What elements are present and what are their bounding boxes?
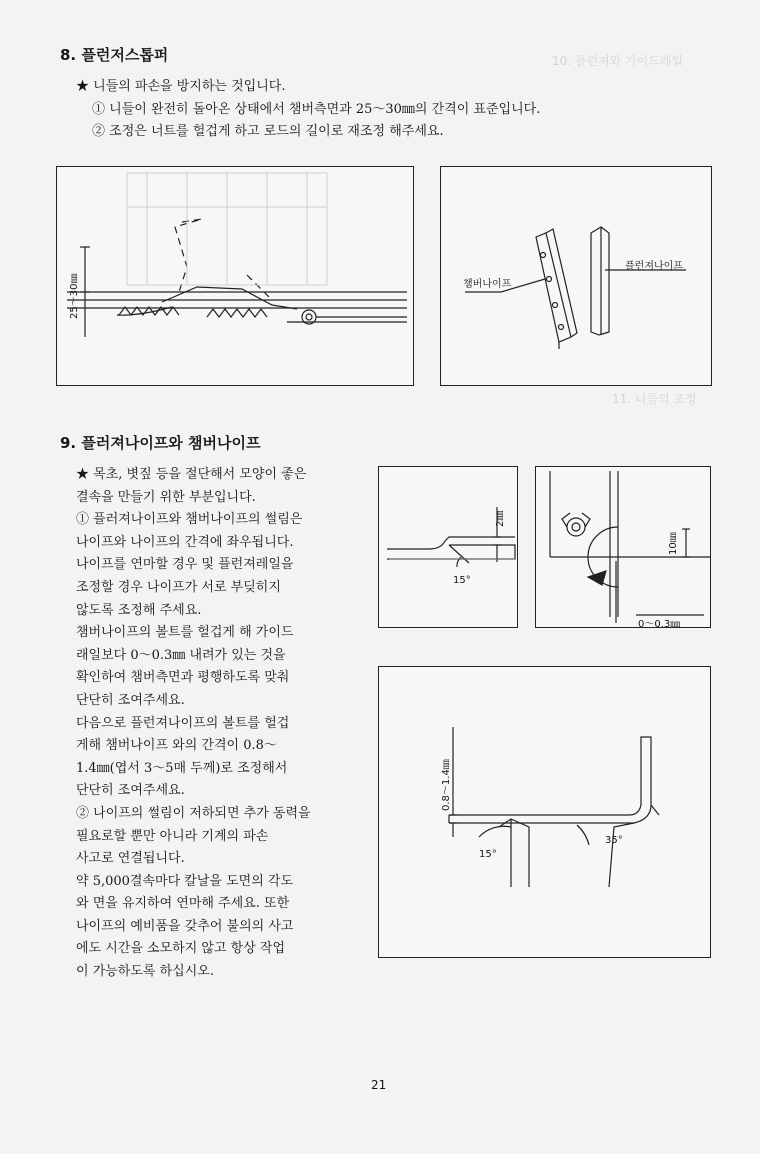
section9-line: 나이프를 연마할 경우 및 플런져레일을 [76,557,294,573]
section9-line: ★ 목초, 볏짚 등을 절단해서 모양이 좋은 [76,467,307,482]
chamber-knife-label: 챔버나이프 [463,279,512,290]
section9-line: 단단히 조여주세요. [76,692,185,708]
section9-line: 래일보다 0～0.3㎜ 내려가 있는 것을 [76,647,286,663]
section8-title: 8. 플런저스톱퍼 [60,46,169,64]
section9-line: 사고로 연결됩니다. [76,851,185,867]
section9-line: 나이프의 예비품을 갖추어 불의의 사고 [76,918,294,934]
figure-guide-rail [535,466,711,628]
section9-line: 단단히 조여주세요. [76,783,185,799]
section9-line: 조정할 경우 나이프가 서로 부딪히지 [76,579,281,595]
section9-line: 않도록 조정해 주세요. [76,602,202,618]
section9-line: 약 5,000결속마다 칼날을 도면의 각도 [76,873,293,889]
chamber-angle-label: 15° [453,575,471,586]
section9-line: 결속을 만들기 위한 부분입니다. [76,489,256,505]
figure-plunger-knife-clearance [378,666,711,958]
section9-line: 1.4㎜(엽서 3～5매 두께)로 조정해서 [76,760,288,776]
rail-gap-label: 0～0.3㎜ [638,619,681,630]
plunger-angle-right-label: 35° [605,835,623,846]
bleed-through-section11: 11. 니들의 조정 [612,392,697,406]
section9-title: 9. 플러져나이프와 챔버나이프 [60,434,261,452]
chamber-gap-label: 2㎜ [495,510,506,527]
section8-item-1: ① 니들이 완전히 돌아온 상태에서 챔버측면과 25～30㎜의 간격이 표준입니다. [92,102,541,117]
figure-knives-overview [440,166,712,386]
figure-chamber-knife-gap [378,466,518,628]
section9-line: 확인하여 챔버측면과 평행하도록 맞춰 [76,670,290,686]
section9-line: ① 플러져나이프와 챔버나이프의 썰림은 [76,512,303,528]
section8-item-2: ② 조정은 너트를 헐겁게 하고 로드의 길이로 재조정 해주세요. [92,124,444,139]
section8-intro: ★ 니들의 파손을 방지하는 것입니다. [76,79,286,94]
section9-line: 이 가능하도록 하십시오. [76,964,214,980]
rail-height-label: 10㎜ [668,532,679,555]
section9-line: 챔버나이프의 볼트를 헐겁게 해 가이드 [76,625,294,641]
plunger-angle-left-label: 15° [479,849,497,860]
bleed-through-header: 10. 플런져와 가이드레일 [552,54,684,68]
section9-line: 필요로할 뿐만 아니라 기계의 파손 [76,828,269,844]
section9-body [76,464,311,984]
section9-line: 와 면을 유지하여 연마해 주세요. 또한 [76,896,290,912]
section9-line: 에도 시간을 소모하지 않고 항상 작업 [76,941,286,957]
page-number: 21 [371,1078,387,1092]
plunger-knife-label: 플런져나이프 [625,261,683,272]
stopper-gap-label: 25～30㎜ [69,273,80,319]
plunger-knife-clearance-drawing [379,667,710,957]
chamber-knife-gap-drawing [379,467,517,627]
plunger-gap-label: 0.8～1.4㎜ [441,759,452,811]
guide-rail-drawing [536,467,710,627]
figure-plunger-stopper [56,166,414,386]
plunger-stopper-drawing [57,167,413,385]
section9-line: 나이프와 나이프의 간격에 좌우됩니다. [76,534,294,550]
section9-line: ② 나이프의 썰림이 저하되면 추가 동력을 [76,805,311,821]
section9-line: 다음으로 플런져나이프의 볼트를 헐겁 [76,715,290,731]
section9-line: 게해 챔버나이프 와의 간격이 0.8～ [76,738,277,754]
